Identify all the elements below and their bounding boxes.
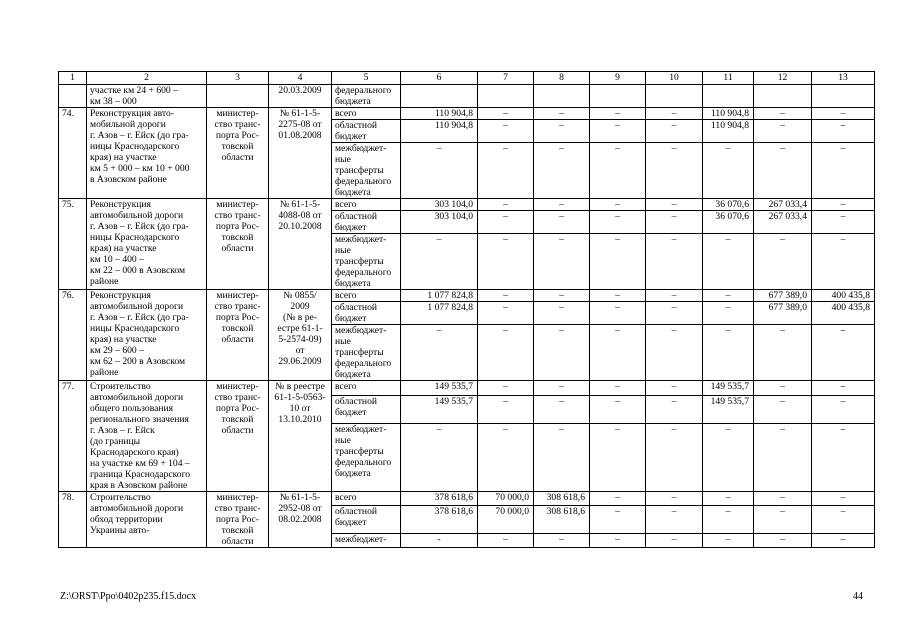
amount-cell: 70 000,0 (478, 492, 534, 506)
amount-cell: 149 535,7 (401, 395, 478, 423)
amount-cell: – (590, 211, 646, 234)
amount-cell: – (646, 234, 703, 290)
amount-cell: – (590, 506, 646, 533)
amount-cell: – (703, 234, 754, 290)
funding-source: областной бюджет (332, 395, 401, 423)
amount-cell: – (812, 120, 875, 143)
amount-cell (646, 85, 703, 108)
amount-cell: – (590, 533, 646, 547)
amount-cell: – (646, 325, 703, 381)
row-number: 78. (59, 492, 87, 548)
table-row (59, 108, 875, 120)
table-row (59, 492, 875, 506)
amount-cell: – (534, 143, 590, 199)
row-number: 75. (59, 199, 87, 290)
document-ref: № 61-1-5- 2275-08 от 01.08.2008 (269, 108, 332, 199)
amount-cell: – (754, 234, 812, 290)
amount-cell: – (646, 108, 703, 120)
amount-cell: – (812, 199, 875, 211)
amount-cell: – (534, 395, 590, 423)
column-number: 5 (332, 72, 401, 85)
amount-cell: – (754, 325, 812, 381)
table-row (59, 85, 875, 108)
amount-cell (812, 85, 875, 108)
amount-cell: – (703, 533, 754, 547)
amount-cell: 400 435,8 (812, 290, 875, 302)
amount-cell: – (478, 290, 534, 302)
executor: министер- ство транс- порта Рос- товской области (207, 290, 269, 381)
funding-source: всего (332, 199, 401, 211)
row-number: 74. (59, 108, 87, 199)
funding-source: всего (332, 492, 401, 506)
amount-cell: 267 033,4 (754, 211, 812, 234)
amount-cell: – (590, 234, 646, 290)
project-name: Строительство автомобильной дороги общего пользования регионального значения г. Азов – г. Ейск (до границы Краснодарского края) на участке км 69 + 104 – граница Краснодарского края в Азовском районе (87, 381, 207, 492)
amount-cell: – (590, 302, 646, 325)
amount-cell: – (703, 423, 754, 491)
amount-cell: – (478, 120, 534, 143)
amount-cell: – (590, 199, 646, 211)
amount-cell: – (590, 290, 646, 302)
amount-cell: 378 618,6 (401, 506, 478, 533)
column-number: 12 (754, 72, 812, 85)
amount-cell: – (590, 325, 646, 381)
amount-cell: – (401, 325, 478, 381)
amount-cell: 677 389,0 (754, 290, 812, 302)
funding-source: всего (332, 290, 401, 302)
amount-cell: 36 070,6 (703, 211, 754, 234)
funding-source: всего (332, 108, 401, 120)
funding-source: областной бюджет (332, 302, 401, 325)
amount-cell: 308 618,6 (534, 492, 590, 506)
funding-source: областной бюджет (332, 506, 401, 533)
amount-cell: – (590, 143, 646, 199)
column-number-row (59, 72, 875, 85)
amount-cell: 149 535,7 (401, 381, 478, 396)
amount-cell: 149 535,7 (703, 381, 754, 396)
column-number: 3 (207, 72, 269, 85)
row-number (59, 85, 87, 108)
amount-cell: – (754, 492, 812, 506)
amount-cell: – (478, 381, 534, 396)
column-number: 9 (590, 72, 646, 85)
amount-cell (478, 85, 534, 108)
project-name: Реконструкция автомобильной дороги г. Азов – г. Ейск (до гра- ницы Краснодарского края) на участке км 10 – 400 – км 22 – 000 в Азовском районе (87, 199, 207, 290)
amount-cell (401, 85, 478, 108)
amount-cell: 303 104,0 (401, 211, 478, 234)
amount-cell: – (812, 143, 875, 199)
amount-cell: – (646, 211, 703, 234)
column-number: 2 (87, 72, 207, 85)
amount-cell: 149 535,7 (703, 395, 754, 423)
amount-cell: – (478, 395, 534, 423)
table-row (59, 199, 875, 211)
column-number: 11 (703, 72, 754, 85)
amount-cell: – (401, 423, 478, 491)
amount-cell: – (534, 325, 590, 381)
amount-cell: 677 389,0 (754, 302, 812, 325)
amount-cell: – (646, 143, 703, 199)
amount-cell: – (590, 423, 646, 491)
funding-source: областной бюджет (332, 120, 401, 143)
amount-cell: – (646, 302, 703, 325)
amount-cell: 70 000,0 (478, 506, 534, 533)
amount-cell: – (812, 533, 875, 547)
amount-cell: – (478, 108, 534, 120)
amount-cell: 303 104,0 (401, 199, 478, 211)
row-number: 76. (59, 290, 87, 381)
amount-cell: – (590, 492, 646, 506)
amount-cell: – (703, 325, 754, 381)
amount-cell: – (646, 381, 703, 396)
document-ref: № 0855/ 2009 (№ в ре- естре 61-1- 5-2574-09) от 29.06.2009 (269, 290, 332, 381)
amount-cell: – (590, 108, 646, 120)
amount-cell: – (754, 395, 812, 423)
amount-cell: – (812, 395, 875, 423)
column-number: 4 (269, 72, 332, 85)
amount-cell: – (646, 423, 703, 491)
amount-cell: 36 070,6 (703, 199, 754, 211)
funding-source: областной бюджет (332, 211, 401, 234)
amount-cell: – (534, 211, 590, 234)
amount-cell: – (646, 506, 703, 533)
executor: министер- ство транс- порта Рос- товской области (207, 108, 269, 199)
amount-cell: – (534, 423, 590, 491)
amount-cell: 1 077 824,8 (401, 290, 478, 302)
project-name: участке км 24 + 600 – км 38 – 000 (87, 85, 207, 108)
amount-cell: – (401, 143, 478, 199)
amount-cell (534, 85, 590, 108)
column-number: 13 (812, 72, 875, 85)
amount-cell (703, 85, 754, 108)
project-name: Строительство автомобильной дороги обход территории Украины авто- (87, 492, 207, 548)
amount-cell: – (478, 234, 534, 290)
amount-cell: – (812, 506, 875, 533)
funding-source: межбюджет- ные трансферты федерального бюджета (332, 325, 401, 381)
amount-cell: – (534, 302, 590, 325)
funding-source: всего (332, 381, 401, 396)
amount-cell: - (401, 533, 478, 547)
row-number: 77. (59, 381, 87, 492)
amount-cell: – (478, 211, 534, 234)
funding-source: межбюджет- ные трансферты федерального бюджета (332, 423, 401, 491)
amount-cell: – (534, 290, 590, 302)
amount-cell: – (754, 381, 812, 396)
amount-cell: – (754, 120, 812, 143)
amount-cell: – (534, 533, 590, 547)
amount-cell: – (401, 234, 478, 290)
amount-cell: 110 904,8 (703, 108, 754, 120)
amount-cell: – (478, 302, 534, 325)
amount-cell: – (646, 120, 703, 143)
amount-cell (754, 85, 812, 108)
amount-cell: – (478, 423, 534, 491)
amount-cell: – (590, 120, 646, 143)
table-row (59, 381, 875, 396)
project-name: Реконструкция авто- мобильной дороги г. Азов – г. Ейск (до гра- ницы Краснодарского края) на участке км 5 + 000 – км 10 + 000 в Азовском районе (87, 108, 207, 199)
amount-cell: – (754, 143, 812, 199)
column-number: 7 (478, 72, 534, 85)
executor (207, 85, 269, 108)
amount-cell: – (754, 533, 812, 547)
funding-source: федерального бюджета (332, 85, 401, 108)
amount-cell: – (812, 381, 875, 396)
amount-cell: 308 618,6 (534, 506, 590, 533)
budget-table (58, 71, 875, 548)
amount-cell: 110 904,8 (401, 108, 478, 120)
document-ref: № в реестре 61-1-5-0563- 10 от 13.10.2010 (269, 381, 332, 492)
amount-cell: – (703, 143, 754, 199)
amount-cell: 267 033,4 (754, 199, 812, 211)
amount-cell: – (646, 199, 703, 211)
amount-cell: – (590, 381, 646, 396)
amount-cell: – (703, 290, 754, 302)
amount-cell: 400 435,8 (812, 302, 875, 325)
footer-file-path: Z:\ORST\Ppo\0402p235.f15.docx (60, 591, 197, 602)
funding-source: межбюджет- ные трансферты федерального бюджета (332, 143, 401, 199)
project-name: Реконструкция автомобильной дороги г. Азов – г. Ейск (до гра- ницы Краснодарского края) на участке км 29 – 600 – км 62 – 200 в Азовском районе (87, 290, 207, 381)
amount-cell: – (812, 492, 875, 506)
executor: министер- ство транс- порта Рос- товской области (207, 199, 269, 290)
amount-cell: – (646, 395, 703, 423)
amount-cell: – (534, 199, 590, 211)
amount-cell: – (534, 120, 590, 143)
amount-cell: 110 904,8 (703, 120, 754, 143)
amount-cell: – (478, 533, 534, 547)
amount-cell: – (534, 234, 590, 290)
amount-cell: – (812, 108, 875, 120)
column-number: 8 (534, 72, 590, 85)
amount-cell: – (646, 290, 703, 302)
amount-cell: – (590, 395, 646, 423)
amount-cell: – (754, 506, 812, 533)
document-ref: № 61-1-5- 4088-08 от 20.10.2008 (269, 199, 332, 290)
amount-cell: 378 618,6 (401, 492, 478, 506)
amount-cell: – (478, 199, 534, 211)
executor: министер- ство транс- порта Рос- товской области (207, 492, 269, 548)
document-ref: 20.03.2009 (269, 85, 332, 108)
amount-cell: – (478, 143, 534, 199)
page-number: 44 (853, 591, 863, 602)
amount-cell: – (812, 423, 875, 491)
amount-cell: – (812, 234, 875, 290)
amount-cell: – (478, 325, 534, 381)
amount-cell: – (703, 506, 754, 533)
amount-cell: – (754, 423, 812, 491)
column-number: 1 (59, 72, 87, 85)
amount-cell: – (812, 211, 875, 234)
amount-cell: – (812, 325, 875, 381)
executor: министер- ство транс- порта Рос- товской области (207, 381, 269, 492)
amount-cell: – (703, 302, 754, 325)
funding-source: межбюджет- (332, 533, 401, 547)
funding-source: межбюджет- ные трансферты федерального бюджета (332, 234, 401, 290)
amount-cell: – (646, 533, 703, 547)
amount-cell: 1 077 824,8 (401, 302, 478, 325)
document-ref: № 61-1-5- 2952-08 от 08.02.2008 (269, 492, 332, 548)
amount-cell: – (703, 492, 754, 506)
amount-cell (590, 85, 646, 108)
amount-cell: – (646, 492, 703, 506)
column-number: 10 (646, 72, 703, 85)
amount-cell: 110 904,8 (401, 120, 478, 143)
table-row (59, 290, 875, 302)
column-number: 6 (401, 72, 478, 85)
amount-cell: – (754, 108, 812, 120)
amount-cell: – (534, 381, 590, 396)
amount-cell: – (534, 108, 590, 120)
